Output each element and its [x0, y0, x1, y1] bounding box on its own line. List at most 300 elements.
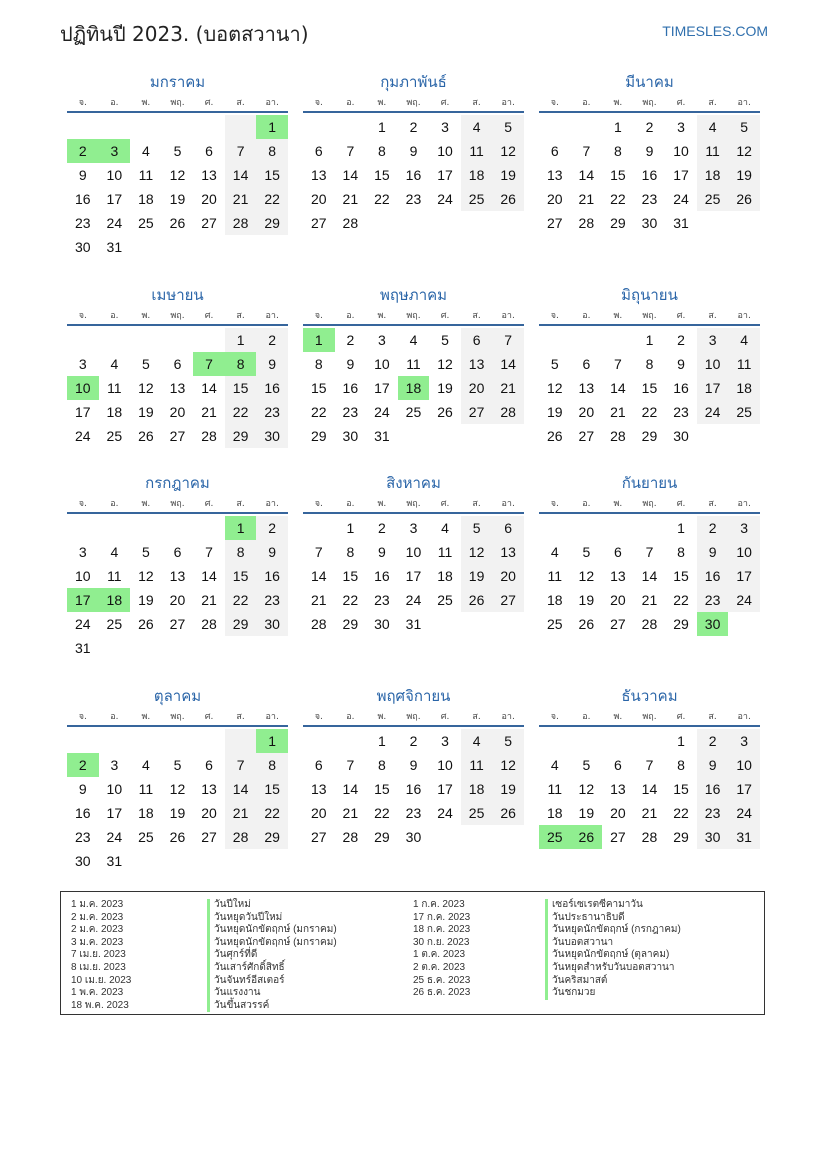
day-cell[interactable]: 5: [461, 516, 493, 540]
day-cell[interactable]: 8: [256, 139, 288, 163]
day-cell[interactable]: 13: [169, 380, 186, 396]
day-cell[interactable]: 19: [461, 564, 493, 588]
day-cell[interactable]: 19: [578, 592, 595, 608]
day-cell[interactable]: 10: [437, 757, 453, 773]
day-cell[interactable]: 21: [201, 404, 217, 420]
day-cell[interactable]: 1: [645, 332, 654, 348]
day-cell[interactable]: 19: [492, 777, 524, 801]
day-cell[interactable]: 6: [314, 143, 323, 159]
day-cell[interactable]: 26: [546, 428, 563, 444]
brand-link[interactable]: TIMESLES.COM: [662, 23, 768, 39]
day-cell[interactable]: 9: [256, 352, 288, 376]
day-cell[interactable]: 21: [492, 376, 524, 400]
day-cell[interactable]: 20: [492, 564, 524, 588]
day-cell[interactable]: 9: [256, 540, 288, 564]
day-cell[interactable]: 10: [374, 356, 390, 372]
day-cell[interactable]: 15: [374, 781, 390, 797]
day-cell[interactable]: 12: [461, 540, 493, 564]
day-cell[interactable]: 6: [205, 143, 213, 159]
day-cell[interactable]: 7: [193, 352, 225, 376]
day-cell[interactable]: 29: [225, 424, 257, 448]
day-cell[interactable]: 23: [697, 588, 729, 612]
day-cell[interactable]: 27: [201, 215, 217, 231]
day-cell[interactable]: 27: [169, 616, 186, 632]
day-cell[interactable]: 4: [461, 729, 493, 753]
day-cell[interactable]: 7: [582, 143, 591, 159]
day-cell[interactable]: 9: [409, 143, 418, 159]
day-cell[interactable]: 26: [728, 187, 760, 211]
day-cell[interactable]: 8: [346, 544, 355, 560]
day-cell[interactable]: 18: [461, 777, 493, 801]
day-cell[interactable]: 12: [169, 781, 186, 797]
day-cell[interactable]: 31: [728, 825, 760, 849]
day-cell[interactable]: 29: [374, 829, 390, 845]
day-cell[interactable]: 26: [461, 588, 493, 612]
day-cell[interactable]: 26: [578, 616, 595, 632]
day-cell[interactable]: 11: [138, 781, 154, 797]
day-cell[interactable]: 18: [99, 588, 131, 612]
day-cell[interactable]: 24: [74, 428, 91, 444]
day-cell[interactable]: 8: [225, 540, 257, 564]
day-cell[interactable]: 20: [169, 592, 186, 608]
day-cell[interactable]: 27: [610, 616, 626, 632]
day-cell[interactable]: 9: [697, 753, 729, 777]
day-cell[interactable]: 4: [110, 544, 119, 560]
day-cell[interactable]: 16: [74, 805, 91, 821]
day-cell[interactable]: 4: [409, 332, 418, 348]
day-cell[interactable]: 4: [728, 328, 760, 352]
day-cell[interactable]: 23: [405, 805, 422, 821]
day-cell[interactable]: 12: [546, 380, 563, 396]
day-cell[interactable]: 2: [67, 753, 99, 777]
day-cell[interactable]: 11: [461, 753, 493, 777]
day-cell[interactable]: 27: [201, 829, 217, 845]
day-cell[interactable]: 17: [405, 568, 422, 584]
day-cell[interactable]: 18: [728, 376, 760, 400]
day-cell[interactable]: 14: [578, 167, 595, 183]
day-cell[interactable]: 22: [256, 187, 288, 211]
day-cell[interactable]: 5: [582, 544, 591, 560]
day-cell[interactable]: 12: [437, 356, 453, 372]
day-cell[interactable]: 3: [110, 757, 119, 773]
day-cell[interactable]: 16: [697, 777, 729, 801]
day-cell[interactable]: 2: [346, 332, 355, 348]
day-cell[interactable]: 5: [142, 544, 150, 560]
day-cell[interactable]: 11: [728, 352, 760, 376]
day-cell[interactable]: 7: [645, 544, 654, 560]
day-cell[interactable]: 15: [225, 376, 257, 400]
day-cell[interactable]: 23: [74, 829, 91, 845]
day-cell[interactable]: 30: [374, 616, 390, 632]
day-cell[interactable]: 10: [106, 167, 123, 183]
day-cell[interactable]: 23: [74, 215, 91, 231]
day-cell[interactable]: 5: [173, 143, 182, 159]
day-cell[interactable]: 9: [677, 356, 685, 372]
day-cell[interactable]: 19: [728, 163, 760, 187]
day-cell[interactable]: 18: [437, 568, 453, 584]
day-cell[interactable]: 21: [641, 592, 658, 608]
day-cell[interactable]: 18: [138, 805, 154, 821]
day-cell[interactable]: 6: [614, 544, 622, 560]
day-cell[interactable]: 15: [610, 167, 626, 183]
day-cell[interactable]: 7: [614, 356, 622, 372]
day-cell[interactable]: 4: [461, 115, 493, 139]
day-cell[interactable]: 3: [409, 520, 418, 536]
day-cell[interactable]: 24: [74, 616, 91, 632]
day-cell[interactable]: 7: [314, 544, 323, 560]
day-cell[interactable]: 1: [378, 733, 386, 749]
day-cell[interactable]: 4: [550, 544, 559, 560]
day-cell[interactable]: 8: [645, 356, 654, 372]
day-cell[interactable]: 23: [405, 191, 422, 207]
day-cell[interactable]: 31: [106, 239, 123, 255]
day-cell[interactable]: 24: [106, 829, 123, 845]
day-cell[interactable]: 24: [728, 801, 760, 825]
day-cell[interactable]: 8: [378, 143, 386, 159]
day-cell[interactable]: 1: [225, 516, 257, 540]
day-cell[interactable]: 24: [374, 404, 390, 420]
day-cell[interactable]: 18: [546, 805, 563, 821]
day-cell[interactable]: 18: [106, 404, 123, 420]
day-cell[interactable]: 24: [673, 191, 689, 207]
day-cell[interactable]: 24: [437, 191, 453, 207]
day-cell[interactable]: 1: [677, 733, 685, 749]
day-cell[interactable]: 9: [409, 757, 418, 773]
day-cell[interactable]: 27: [610, 829, 626, 845]
day-cell[interactable]: 19: [138, 404, 154, 420]
day-cell[interactable]: 23: [256, 400, 288, 424]
day-cell[interactable]: 3: [441, 733, 449, 749]
day-cell[interactable]: 17: [697, 376, 729, 400]
day-cell[interactable]: 2: [378, 520, 386, 536]
day-cell[interactable]: 22: [225, 588, 257, 612]
day-cell[interactable]: 22: [374, 191, 390, 207]
day-cell[interactable]: 13: [201, 781, 217, 797]
day-cell[interactable]: 24: [106, 215, 123, 231]
day-cell[interactable]: 20: [546, 191, 563, 207]
day-cell[interactable]: 16: [74, 191, 91, 207]
day-cell[interactable]: 8: [225, 352, 257, 376]
day-cell[interactable]: 10: [697, 352, 729, 376]
day-cell[interactable]: 16: [641, 167, 658, 183]
day-cell[interactable]: 20: [310, 191, 327, 207]
day-cell[interactable]: 3: [677, 119, 685, 135]
day-cell[interactable]: 28: [641, 829, 658, 845]
day-cell[interactable]: 28: [342, 829, 359, 845]
day-cell[interactable]: 11: [138, 167, 154, 183]
day-cell[interactable]: 31: [106, 853, 123, 869]
day-cell[interactable]: 15: [225, 564, 257, 588]
day-cell[interactable]: 28: [610, 428, 626, 444]
day-cell[interactable]: 6: [314, 757, 323, 773]
day-cell[interactable]: 25: [546, 616, 563, 632]
day-cell[interactable]: 14: [310, 568, 327, 584]
day-cell[interactable]: 20: [461, 376, 493, 400]
day-cell[interactable]: 5: [728, 115, 760, 139]
day-cell[interactable]: 4: [142, 143, 150, 159]
day-cell[interactable]: 11: [547, 781, 563, 797]
day-cell[interactable]: 13: [546, 167, 563, 183]
day-cell[interactable]: 20: [610, 592, 626, 608]
day-cell[interactable]: 25: [106, 616, 123, 632]
day-cell[interactable]: 13: [310, 167, 327, 183]
day-cell[interactable]: 11: [697, 139, 729, 163]
day-cell[interactable]: 21: [578, 191, 595, 207]
day-cell[interactable]: 13: [169, 568, 186, 584]
day-cell[interactable]: 9: [697, 540, 729, 564]
day-cell[interactable]: 29: [673, 616, 689, 632]
day-cell[interactable]: 29: [673, 829, 689, 845]
day-cell[interactable]: 4: [697, 115, 729, 139]
day-cell[interactable]: 22: [641, 404, 658, 420]
day-cell[interactable]: 8: [677, 757, 685, 773]
day-cell[interactable]: 8: [378, 757, 386, 773]
day-cell[interactable]: 23: [697, 801, 729, 825]
day-cell[interactable]: 1: [378, 119, 386, 135]
day-cell[interactable]: 3: [728, 729, 760, 753]
day-cell[interactable]: 17: [437, 781, 453, 797]
day-cell[interactable]: 22: [673, 805, 689, 821]
day-cell[interactable]: 29: [310, 428, 327, 444]
day-cell[interactable]: 21: [201, 592, 217, 608]
day-cell[interactable]: 30: [342, 428, 359, 444]
day-cell[interactable]: 21: [225, 801, 257, 825]
day-cell[interactable]: 3: [78, 544, 87, 560]
day-cell[interactable]: 1: [677, 520, 685, 536]
day-cell[interactable]: 6: [461, 328, 493, 352]
day-cell[interactable]: 13: [610, 781, 626, 797]
day-cell[interactable]: 8: [614, 143, 622, 159]
day-cell[interactable]: 29: [225, 612, 257, 636]
day-cell[interactable]: 28: [578, 215, 595, 231]
day-cell[interactable]: 24: [728, 588, 760, 612]
day-cell[interactable]: 28: [225, 211, 257, 235]
day-cell[interactable]: 16: [405, 781, 422, 797]
day-cell[interactable]: 14: [201, 380, 217, 396]
day-cell[interactable]: 28: [641, 616, 658, 632]
day-cell[interactable]: 30: [256, 424, 288, 448]
day-cell[interactable]: 5: [441, 332, 449, 348]
day-cell[interactable]: 2: [409, 119, 418, 135]
day-cell[interactable]: 17: [673, 167, 689, 183]
day-cell[interactable]: 30: [641, 215, 658, 231]
day-cell[interactable]: 11: [437, 544, 453, 560]
day-cell[interactable]: 22: [256, 801, 288, 825]
day-cell[interactable]: 1: [256, 729, 288, 753]
day-cell[interactable]: 10: [74, 568, 91, 584]
day-cell[interactable]: 14: [641, 568, 658, 584]
day-cell[interactable]: 14: [342, 781, 359, 797]
day-cell[interactable]: 19: [578, 805, 595, 821]
day-cell[interactable]: 12: [578, 781, 595, 797]
day-cell[interactable]: 21: [225, 187, 257, 211]
day-cell[interactable]: 10: [728, 540, 760, 564]
day-cell[interactable]: 29: [641, 428, 658, 444]
day-cell[interactable]: 27: [169, 428, 186, 444]
day-cell[interactable]: 2: [256, 328, 288, 352]
day-cell[interactable]: 16: [697, 564, 729, 588]
day-cell[interactable]: 4: [550, 757, 559, 773]
day-cell[interactable]: 3: [697, 328, 729, 352]
day-cell[interactable]: 9: [645, 143, 654, 159]
day-cell[interactable]: 29: [256, 211, 288, 235]
day-cell[interactable]: 8: [677, 544, 685, 560]
day-cell[interactable]: 3: [441, 119, 449, 135]
day-cell[interactable]: 15: [641, 380, 658, 396]
day-cell[interactable]: 14: [492, 352, 524, 376]
day-cell[interactable]: 15: [673, 781, 689, 797]
day-cell[interactable]: 25: [539, 825, 571, 849]
day-cell[interactable]: 14: [641, 781, 658, 797]
day-cell[interactable]: 11: [461, 139, 493, 163]
day-cell[interactable]: 20: [310, 805, 327, 821]
day-cell[interactable]: 20: [578, 404, 595, 420]
day-cell[interactable]: 14: [342, 167, 359, 183]
day-cell[interactable]: 29: [610, 215, 626, 231]
day-cell[interactable]: 6: [205, 757, 213, 773]
day-cell[interactable]: 17: [728, 564, 760, 588]
day-cell[interactable]: 3: [78, 356, 87, 372]
day-cell[interactable]: 16: [256, 564, 288, 588]
day-cell[interactable]: 1: [225, 328, 257, 352]
day-cell[interactable]: 22: [342, 592, 359, 608]
day-cell[interactable]: 30: [405, 829, 422, 845]
day-cell[interactable]: 14: [610, 380, 626, 396]
day-cell[interactable]: 18: [461, 163, 493, 187]
day-cell[interactable]: 14: [201, 568, 217, 584]
day-cell[interactable]: 10: [673, 143, 689, 159]
day-cell[interactable]: 17: [74, 404, 91, 420]
day-cell[interactable]: 18: [697, 163, 729, 187]
day-cell[interactable]: 9: [78, 167, 87, 183]
day-cell[interactable]: 11: [406, 356, 421, 372]
day-cell[interactable]: 11: [547, 568, 563, 584]
day-cell[interactable]: 22: [225, 400, 257, 424]
day-cell[interactable]: 27: [492, 588, 524, 612]
day-cell[interactable]: 23: [256, 588, 288, 612]
day-cell[interactable]: 19: [437, 380, 453, 396]
day-cell[interactable]: 7: [346, 757, 355, 773]
day-cell[interactable]: 4: [142, 757, 150, 773]
day-cell[interactable]: 13: [578, 380, 595, 396]
day-cell[interactable]: 15: [310, 380, 327, 396]
day-cell[interactable]: 6: [550, 143, 559, 159]
day-cell[interactable]: 31: [673, 215, 689, 231]
day-cell[interactable]: 15: [342, 568, 359, 584]
day-cell[interactable]: 19: [169, 191, 186, 207]
day-cell[interactable]: 13: [310, 781, 327, 797]
day-cell[interactable]: 11: [107, 568, 122, 584]
day-cell[interactable]: 12: [492, 753, 524, 777]
day-cell[interactable]: 24: [697, 400, 729, 424]
day-cell[interactable]: 7: [346, 143, 355, 159]
day-cell[interactable]: 1: [303, 328, 335, 352]
day-cell[interactable]: 21: [641, 805, 658, 821]
day-cell[interactable]: 12: [492, 139, 524, 163]
day-cell[interactable]: 4: [110, 356, 119, 372]
day-cell[interactable]: 15: [256, 163, 288, 187]
day-cell[interactable]: 16: [673, 380, 689, 396]
day-cell[interactable]: 26: [138, 616, 154, 632]
day-cell[interactable]: 22: [610, 191, 626, 207]
day-cell[interactable]: 17: [374, 380, 390, 396]
day-cell[interactable]: 5: [582, 757, 591, 773]
day-cell[interactable]: 28: [201, 428, 217, 444]
day-cell[interactable]: 6: [492, 516, 524, 540]
day-cell[interactable]: 31: [405, 616, 422, 632]
day-cell[interactable]: 19: [169, 805, 186, 821]
day-cell[interactable]: 25: [138, 829, 154, 845]
day-cell[interactable]: 20: [201, 191, 217, 207]
day-cell[interactable]: 2: [677, 332, 685, 348]
day-cell[interactable]: 2: [645, 119, 654, 135]
day-cell[interactable]: 7: [492, 328, 524, 352]
day-cell[interactable]: 30: [256, 612, 288, 636]
day-cell[interactable]: 30: [74, 853, 91, 869]
day-cell[interactable]: 6: [173, 544, 182, 560]
day-cell[interactable]: 10: [437, 143, 453, 159]
day-cell[interactable]: 12: [578, 568, 595, 584]
day-cell[interactable]: 16: [342, 380, 359, 396]
day-cell[interactable]: 14: [225, 777, 257, 801]
day-cell[interactable]: 25: [728, 400, 760, 424]
day-cell[interactable]: 26: [492, 187, 524, 211]
day-cell[interactable]: 12: [138, 380, 154, 396]
day-cell[interactable]: 19: [546, 404, 563, 420]
day-cell[interactable]: 25: [106, 428, 123, 444]
day-cell[interactable]: 12: [169, 167, 186, 183]
day-cell[interactable]: 26: [138, 428, 154, 444]
day-cell[interactable]: 10: [405, 544, 422, 560]
day-cell[interactable]: 19: [138, 592, 154, 608]
day-cell[interactable]: 25: [461, 187, 493, 211]
day-cell[interactable]: 22: [310, 404, 327, 420]
day-cell[interactable]: 25: [405, 404, 422, 420]
day-cell[interactable]: 31: [374, 428, 390, 444]
day-cell[interactable]: 9: [346, 356, 355, 372]
day-cell[interactable]: 17: [106, 805, 123, 821]
day-cell[interactable]: 13: [492, 540, 524, 564]
day-cell[interactable]: 18: [398, 376, 430, 400]
day-cell[interactable]: 25: [461, 801, 493, 825]
day-cell[interactable]: 5: [492, 115, 524, 139]
day-cell[interactable]: 18: [138, 191, 154, 207]
day-cell[interactable]: 20: [169, 404, 186, 420]
day-cell[interactable]: 5: [492, 729, 524, 753]
day-cell[interactable]: 5: [550, 356, 559, 372]
day-cell[interactable]: 28: [342, 215, 359, 231]
day-cell[interactable]: 2: [256, 516, 288, 540]
day-cell[interactable]: 16: [374, 568, 390, 584]
day-cell[interactable]: 26: [169, 215, 186, 231]
day-cell[interactable]: 27: [461, 400, 493, 424]
day-cell[interactable]: 23: [673, 404, 689, 420]
day-cell[interactable]: 9: [378, 544, 386, 560]
day-cell[interactable]: 14: [225, 163, 257, 187]
day-cell[interactable]: 29: [256, 825, 288, 849]
day-cell[interactable]: 13: [461, 352, 493, 376]
day-cell[interactable]: 21: [610, 404, 626, 420]
day-cell[interactable]: 13: [610, 568, 626, 584]
day-cell[interactable]: 27: [310, 215, 327, 231]
day-cell[interactable]: 26: [571, 825, 603, 849]
day-cell[interactable]: 16: [256, 376, 288, 400]
day-cell[interactable]: 4: [441, 520, 449, 536]
day-cell[interactable]: 10: [728, 753, 760, 777]
day-cell[interactable]: 10: [67, 376, 99, 400]
day-cell[interactable]: 20: [201, 805, 217, 821]
day-cell[interactable]: 11: [107, 380, 122, 396]
